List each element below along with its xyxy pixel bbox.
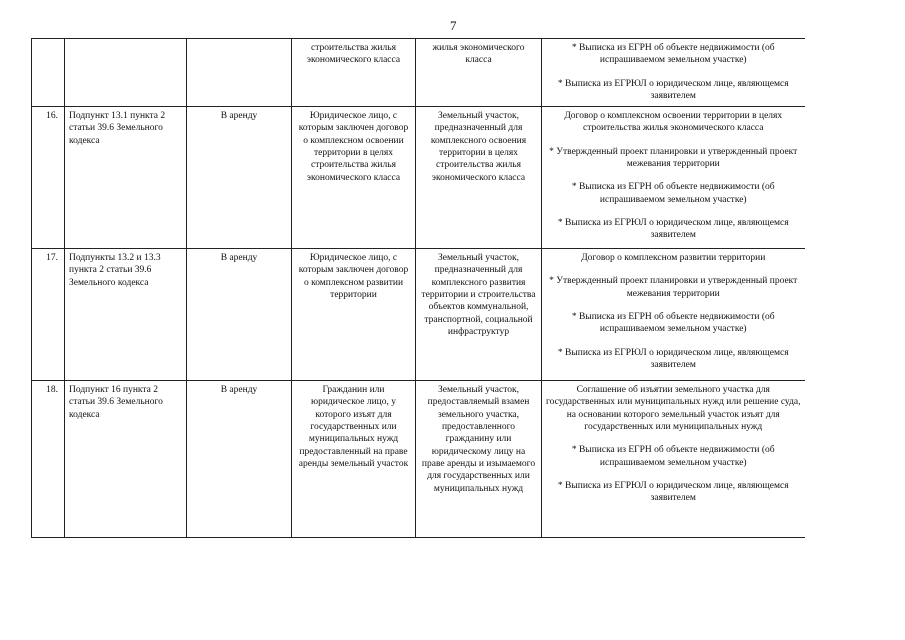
applicant: Гражданин или юридическое лицо, у которого изъят для государственных или муниципальных нужд предоставленный на праве аренды земельный участок	[292, 381, 416, 538]
legal-basis	[65, 39, 187, 107]
land-plot: Земельный участок, предназначенный для комплексного освоения территории в целях строительства жилья экономического класса	[416, 107, 542, 249]
land-plot: Земельный участок, предоставляемый взамен земельного участка, предоставленного гражданину или юридическому лицу на праве аренды и изымаемого для государственных или муниципальных нужд	[416, 381, 542, 538]
row-number: 17.	[32, 249, 65, 381]
required-documents	[542, 249, 805, 381]
document-item: Договор о комплексном освоении территории в целях строительства жилья экономического класса	[564, 111, 783, 134]
page-number: 7	[450, 18, 457, 33]
table-row	[32, 381, 805, 538]
document-item: * Выписка из ЕГРН об объекте недвижимости (об испрашиваемом земельном участке)	[571, 312, 775, 335]
document-item: * Выписка из ЕГРН об объекте недвижимости (об испрашиваемом земельном участке)	[571, 182, 775, 205]
provision-type	[187, 39, 292, 107]
document-item: * Выписка из ЕГРЮЛ о юридическом лице, являющемся заявителем	[557, 347, 789, 370]
document-item: * Выписка из ЕГРЮЛ о юридическом лице, являющемся заявителем	[557, 480, 789, 504]
document-item: * Выписка из ЕГРЮЛ о юридическом лице, являющемся заявителем	[557, 217, 789, 241]
row-number: 18.	[32, 381, 65, 538]
document-item: * Утвержденный проект планировки и утвержденный проект межевания территории	[549, 276, 798, 299]
table-row	[32, 39, 805, 107]
land-plot: Земельный участок, предназначенный для комплексного развития территории и строительства объектов коммунальной, транспортной, социальной инфраструктур	[416, 249, 542, 381]
table-row	[32, 249, 805, 381]
document-item: * Выписка из ЕГРН об объекте недвижимости (об испрашиваемом земельном участке)	[571, 43, 775, 66]
required-documents	[542, 107, 805, 249]
provision-type: В аренду	[187, 381, 292, 538]
row-number: 16.	[32, 107, 65, 249]
legal-basis: Подпункт 16 пункта 2 статьи 39.6 Земельного кодекса	[65, 381, 187, 538]
legal-basis: Подпункты 13.2 и 13.3 пункта 2 статьи 39.6 Земельного кодекса	[65, 249, 187, 381]
land-plot: жилья экономического класса	[416, 39, 542, 107]
applicant: Юридическое лицо, с которым заключен договор о комплексном освоении территории в целях строительства жилья экономического класса	[292, 107, 416, 249]
applicant: строительства жилья экономического класса	[292, 39, 416, 107]
document-item: Договор о комплексном развитии территории	[581, 253, 766, 264]
document-item: Соглашение об изъятии земельного участка для государственных или муниципальных нужд или решение суда, на основании которого земельный участок изъят для государственных или муниципальных нужд	[546, 385, 801, 433]
land-provision-table	[31, 38, 805, 538]
document-item: * Выписка из ЕГРЮЛ о юридическом лице, являющемся заявителем	[557, 78, 789, 101]
provision-type: В аренду	[187, 249, 292, 381]
legal-basis: Подпункт 13.1 пункта 2 статьи 39.6 Земельного кодекса	[65, 107, 187, 249]
applicant: Юридическое лицо, с которым заключен договор о комплексном развитии территории	[292, 249, 416, 381]
row-number	[32, 39, 65, 107]
provision-type: В аренду	[187, 107, 292, 249]
document-item: * Утвержденный проект планировки и утвержденный проект межевания территории	[549, 146, 798, 170]
required-documents	[542, 39, 805, 107]
required-documents	[542, 381, 805, 538]
document-item: * Выписка из ЕГРН об объекте недвижимости (об испрашиваемом земельном участке)	[571, 445, 775, 468]
table-row	[32, 107, 805, 249]
